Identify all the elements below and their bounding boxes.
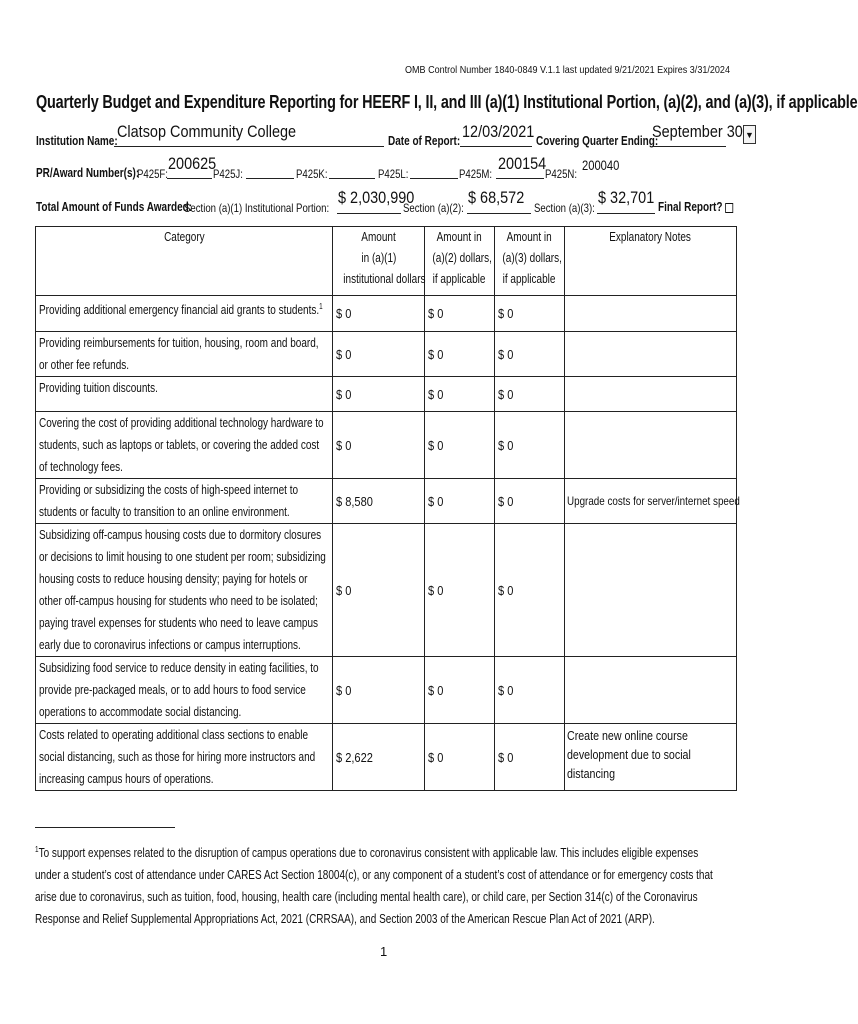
category-cell: Providing reimbursements for tuition, housing, room and board, or other fee refunds. xyxy=(36,332,333,377)
a1-amount-field[interactable]: $ 0 xyxy=(333,296,425,332)
table-row xyxy=(36,332,737,377)
a3-amount-field[interactable]: $ 0 xyxy=(495,657,565,724)
form-title: Quarterly Budget and Expenditure Reporting for HEERF I, II, and III (a)(1) Institutional Portion, (a)(2), and (a)(3), if applicable xyxy=(36,92,858,112)
explanatory-note-field[interactable] xyxy=(565,524,737,657)
institution-name-value: Clatsop Community College xyxy=(117,122,297,141)
a3-amount-field[interactable]: $ 0 xyxy=(495,377,565,412)
a2-amount-field[interactable]: $ 0 xyxy=(425,377,495,412)
date-of-report-field[interactable] xyxy=(460,122,535,147)
p425f-value: 200625 xyxy=(168,154,217,173)
a2-amount-field[interactable]: $ 0 xyxy=(425,657,495,724)
header-a3-amount: Amount in (a)(3) dollars, if applicable xyxy=(495,227,565,296)
header-category: Category xyxy=(36,227,333,296)
table-row xyxy=(36,479,737,524)
table-header-row xyxy=(36,227,737,296)
a1-portion-field[interactable] xyxy=(337,188,415,214)
header-a1-amount: Amount in (a)(1) institutional dollars xyxy=(333,227,425,296)
explanatory-note-field[interactable] xyxy=(565,332,737,377)
a2-section-label: Section (a)(2): xyxy=(403,201,464,215)
p425m-value: 200154 xyxy=(498,154,547,173)
a2-amount-field[interactable]: $ 0 xyxy=(425,296,495,332)
p425l-field[interactable] xyxy=(410,154,458,179)
footnote-ref: 1 xyxy=(319,302,323,311)
p425n-field[interactable] xyxy=(580,154,620,178)
p425j-label: P425J: xyxy=(213,167,243,181)
a1-amount-field[interactable]: $ 0 xyxy=(333,524,425,657)
quarter-dropdown-button[interactable] xyxy=(743,125,756,144)
quarter-ending-label: Covering Quarter Ending: xyxy=(536,134,659,148)
a3-amount-field[interactable]: $ 0 xyxy=(495,524,565,657)
final-report-checkbox[interactable] xyxy=(725,203,733,213)
table-row xyxy=(36,724,737,791)
explanatory-note-field[interactable]: Upgrade costs for server/internet speed xyxy=(565,479,737,524)
a1-portion-label: Section (a)(1) Institutional Portion: xyxy=(184,201,330,215)
a2-amount-field[interactable]: $ 0 xyxy=(425,724,495,791)
a2-amount-field[interactable]: $ 0 xyxy=(425,524,495,657)
p425f-label: P425F: xyxy=(137,167,168,181)
a2-amount-field[interactable]: $ 0 xyxy=(425,479,495,524)
a1-amount-field[interactable]: $ 2,622 xyxy=(333,724,425,791)
a1-amount-field[interactable]: $ 0 xyxy=(333,657,425,724)
category-cell: Providing or subsidizing the costs of high-speed internet to students or faculty to transition to an online environment. xyxy=(36,479,333,524)
p425l-label: P425L: xyxy=(378,167,409,181)
a3-amount-field[interactable]: $ 0 xyxy=(495,332,565,377)
header-a2-amount: Amount in (a)(2) dollars, if applicable xyxy=(425,227,495,296)
final-report-label xyxy=(658,200,733,214)
quarter-ending-field[interactable] xyxy=(652,122,743,147)
page-number: 1 xyxy=(380,944,388,959)
p425m-label: P425M: xyxy=(459,167,493,181)
a2-amount-field[interactable]: $ 0 xyxy=(425,332,495,377)
table-row xyxy=(36,412,737,479)
table-row xyxy=(36,657,737,724)
a1-amount-field[interactable]: $ 0 xyxy=(333,377,425,412)
explanatory-note-field[interactable]: Create new online course development due to social distancing xyxy=(565,724,737,791)
a1-amount-field[interactable]: $ 8,580 xyxy=(333,479,425,524)
footnote xyxy=(35,839,723,930)
a3-amount-field[interactable]: $ 0 xyxy=(495,412,565,479)
p425m-field[interactable] xyxy=(496,154,547,179)
table-row xyxy=(36,296,737,332)
p425n-label: P425N: xyxy=(545,167,578,181)
p425k-label: P425K: xyxy=(296,167,328,181)
table-row xyxy=(36,524,737,657)
a1-amount-field[interactable]: $ 0 xyxy=(333,412,425,479)
category-cell: Providing additional emergency financial aid grants to students.$^1$ xyxy=(36,296,333,332)
p425k-field[interactable] xyxy=(329,154,375,179)
category-cell: Subsidizing food service to reduce density in eating facilities, to provide pre-packaged meals, or to add hours to food service operations to accommodate social distancing. xyxy=(36,657,333,724)
a3-section-value: $ 32,701 xyxy=(598,188,655,207)
expenditure-table xyxy=(35,226,740,791)
a2-amount-field[interactable]: $ 0 xyxy=(425,412,495,479)
a3-amount-field[interactable]: $ 0 xyxy=(495,296,565,332)
category-cell: Covering the cost of providing additional technology hardware to students, such as laptops or tablets, or covering the added cost of technology fees. xyxy=(36,412,333,479)
a1-amount-field[interactable]: $ 0 xyxy=(333,332,425,377)
category-cell: Costs related to operating additional class sections to enable social distancing, such as those for hiring more instructors and increasing campus hours of operations. xyxy=(36,724,333,791)
a3-section-field[interactable] xyxy=(597,188,655,214)
explanatory-note-field[interactable] xyxy=(565,296,737,332)
a2-section-field[interactable] xyxy=(467,188,531,214)
footnote-marker: 1 xyxy=(35,845,39,854)
omb-control-number: OMB Control Number 1840-0849 V.1.1 last updated 9/21/2021 Expires 3/31/2024 xyxy=(405,64,730,76)
category-cell: Subsidizing off-campus housing costs due to dormitory closures or decisions to limit housing to one student per room; subsidizing housing costs to reduce housing density; paying for hotels or other off-campus housing for students who need to be isolated; paying travel expenses for students who need to leave campus early due to coronavirus infections or campus interruptions. xyxy=(36,524,333,657)
caret-down-icon: ▼ xyxy=(745,129,754,140)
institution-name-label: Institution Name: xyxy=(36,134,118,148)
final-report-text: Final Report? xyxy=(658,200,723,214)
a1-portion-value: $ 2,030,990 xyxy=(338,188,415,207)
explanatory-note-field[interactable] xyxy=(565,377,737,412)
a3-amount-field[interactable]: $ 0 xyxy=(495,724,565,791)
award-numbers-label: PR/Award Number(s): xyxy=(36,166,140,180)
p425n-value: 200040 xyxy=(582,157,620,173)
footnote-text: To support expenses related to the disruption of campus operations due to coronavirus consistent with applicable law. This includes eligible expenses under a student’s cost of attendance under CARES Act Section 18004(c), or any component of a student’s cost of attendance or for emergency costs that arise due to coronavirus, such as tuition, food, housing, health care (including mental health care), or child care, per Section 314(c) of the Coronavirus Response and Relief Supplemental Appropriations Act, 2021 (CRRSAA), and Section 2003 of the American Rescue Plan Act of 2021 (ARP). xyxy=(35,846,713,927)
header-explanatory-notes: Explanatory Notes xyxy=(565,227,737,296)
p425f-field[interactable] xyxy=(167,154,217,179)
explanatory-note-field[interactable] xyxy=(565,412,737,479)
quarter-ending-value: September 30 xyxy=(652,122,743,141)
table-row xyxy=(36,377,737,412)
explanatory-note-field[interactable] xyxy=(565,657,737,724)
a2-section-value: $ 68,572 xyxy=(468,188,525,207)
date-of-report-label: Date of Report: xyxy=(388,134,461,148)
date-of-report-value: 12/03/2021 xyxy=(462,122,535,141)
a3-amount-field[interactable]: $ 0 xyxy=(495,479,565,524)
p425j-field[interactable] xyxy=(246,154,294,179)
total-funds-label: Total Amount of Funds Awarded: xyxy=(36,200,193,214)
a3-section-label: Section (a)(3): xyxy=(534,201,595,215)
institution-name-field[interactable] xyxy=(114,122,384,147)
footnote-divider xyxy=(35,827,175,828)
category-cell: Providing tuition discounts. xyxy=(36,377,333,412)
